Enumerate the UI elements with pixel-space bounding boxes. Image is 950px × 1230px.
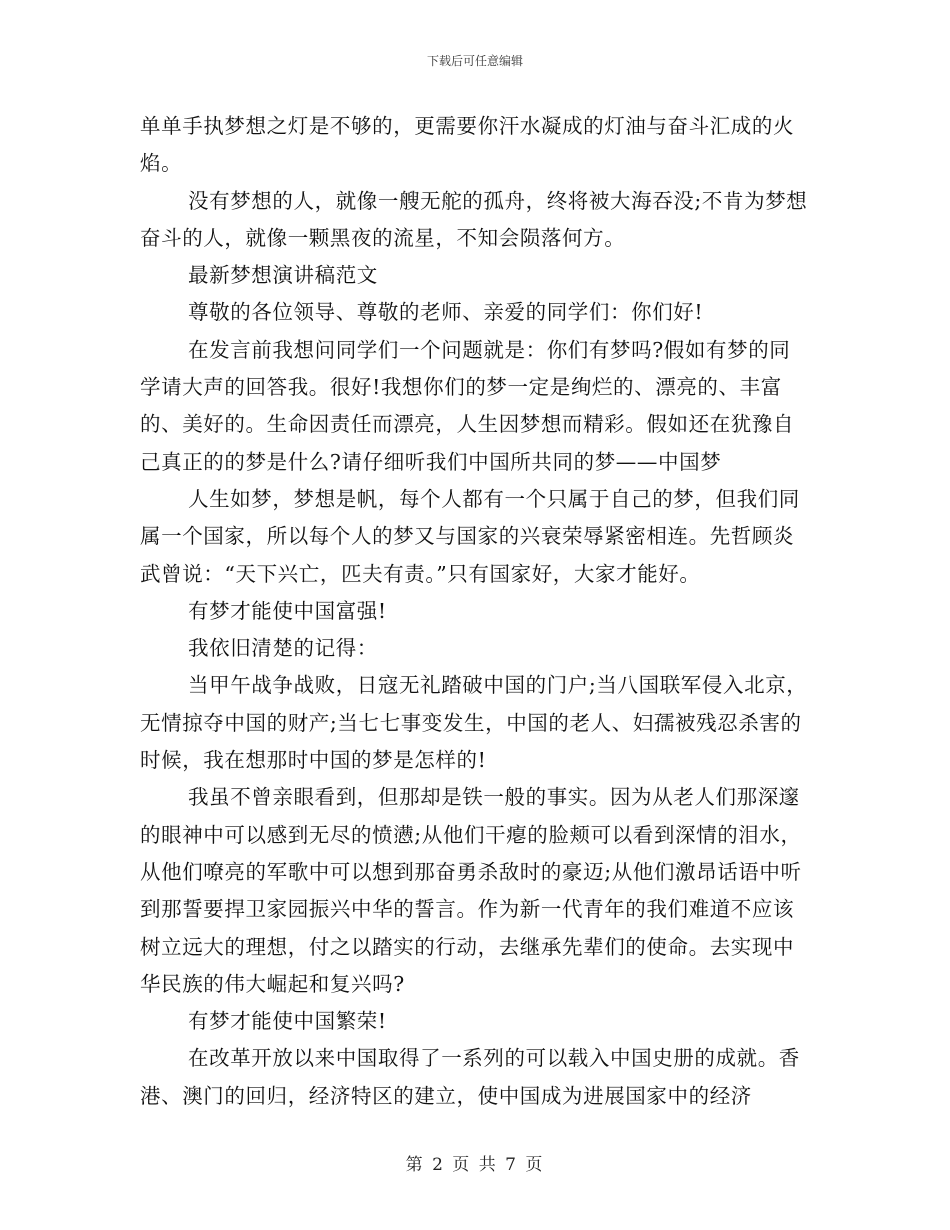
paragraph: 我虽不曾亲眼看到，但那却是铁一般的事实。因为从老人们那深邃的眼神中可以感到无尽的愤懑;从他们干瘪的脸颊可以看到深情的泪水，从他们嘹亮的军歌中可以想到那奋勇杀敌时的豪迈;从他们激昂话语中听到那誓要捍卫家园振兴中华的誓言。作为新一代青年的我们难道不应该树立远大的理想，付之以踏实的行动，去继承先辈们的使命。去实现中华民族的伟大崛起和复兴吗? [140,785,802,996]
page-number: 第 2 页 共 7 页 [405,1155,545,1175]
salutation: 尊敬的各位领导、尊敬的老师、亲爱的同学们：你们好! [188,300,704,325]
paragraph: 没有梦想的人，就像一艘无舵的孤舟，终将被大海吞没;不肯为梦想奋斗的人，就像一颗黑夜的流星，不知会陨落何方。 [140,188,808,250]
subheading: 有梦才能使中国繁荣! [188,1009,387,1034]
paragraph: 单单手执梦想之灯是不够的，更需要你汗水凝成的灯油与奋斗汇成的火焰。 [140,114,795,176]
page-header: 下载后可任意编辑 [426,54,523,68]
subheading: 有梦才能使中国富强! [188,598,387,623]
document-body [140,108,808,1115]
paragraph: 当甲午战争战败，日寇无礼踏破中国的门户;当八国联军侵入北京，无情掠夺中国的财产;当七七事变发生，中国的老人、妇孺被残忍杀害的时候，我在想那时中国的梦是怎样的! [140,673,808,773]
section-heading: 最新梦想演讲稿范文 [188,263,378,288]
paragraph: 在发言前我想问同学们一个问题就是：你们有梦吗?假如有梦的同学请大声的回答我。很好!我想你们的梦一定是绚烂的、漂亮的、丰富的、美好的。生命因责任而漂亮，人生因梦想而精彩。假如还在犹豫自己真正的的梦是什么?请仔细听我们中国所共同的梦——中国梦 [140,337,795,474]
paragraph: 在改革开放以来中国取得了一系列的可以载入中国史册的成就。香港、澳门的回归，经济特区的建立，使中国成为进展国家中的经济 [140,1046,800,1108]
paragraph: 我依旧清楚的记得： [188,636,378,661]
paragraph: 人生如梦，梦想是帆，每个人都有一个只属于自己的梦，但我们同属一个国家，所以每个人的梦又与国家的兴衰荣辱紧密相连。先哲顾炎武曾说：“天下兴亡，匹夫有责。”只有国家好，大家才能好。 [140,486,800,586]
